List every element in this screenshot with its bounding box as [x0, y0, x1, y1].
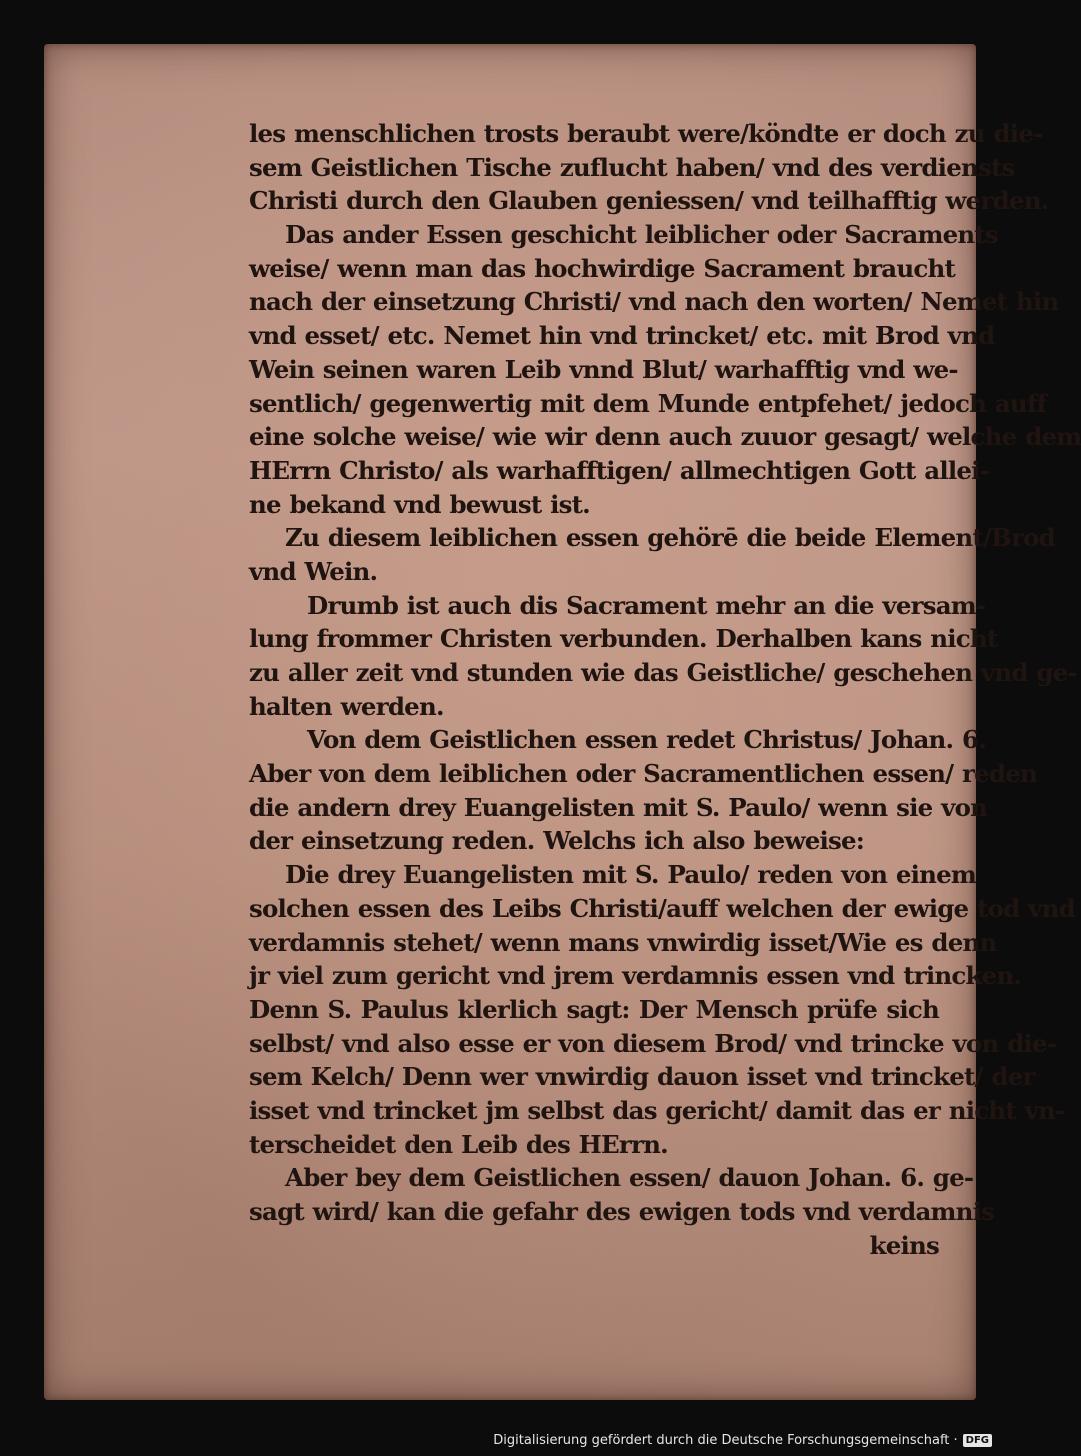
- text-line: vnd Wein.: [249, 556, 378, 586]
- text-line: nach der einsetzung Christi/ vnd nach den worten/ Nemet hin: [249, 287, 1059, 317]
- text-line: sagt wird/ kan die gefahr des ewigen tods vnd verdamnis: [249, 1197, 995, 1226]
- text-line: Drumb ist auch dis Sacrament mehr an die versam-: [307, 590, 986, 620]
- text-line: Das ander Essen geschicht leiblicher oder Sacraments: [285, 220, 998, 250]
- text-line: Aber von dem leiblichen oder Sacramentlichen essen/ reden: [249, 759, 1038, 789]
- text-line: Wein seinen waren Leib vnnd Blut/ warhafftig vnd we-: [249, 354, 958, 384]
- text-line: les menschlichen trosts beraubt were/köndte er doch zu die-: [249, 119, 1043, 148]
- text-line: Die drey Euangelisten mit S. Paulo/ reden von einem: [285, 860, 977, 890]
- dfg-logo: DFG: [963, 1434, 992, 1447]
- text-line: terscheidet den Leib des HErrn.: [249, 1129, 668, 1159]
- body-text: [249, 117, 1081, 1262]
- text-line: Zu diesem leiblichen essen gehörē die beide Element/Brod: [285, 523, 1055, 553]
- text-line: jr viel zum gericht vnd jrem verdamnis essen vnd trincken.: [249, 961, 1022, 991]
- text-line: selbst/ vnd also esse er von diesem Brod/ vnd trincke von die-: [249, 1028, 1057, 1058]
- catchword: keins: [869, 1230, 939, 1260]
- text-line: verdamnis stehet/ wenn mans vnwirdig isset/Wie es denn: [249, 927, 997, 957]
- digitization-footer: [493, 1433, 992, 1448]
- text-line: zu aller zeit vnd stunden wie das Geistliche/ geschehen vnd ge-: [249, 658, 1077, 687]
- text-line: weise/ wenn man das hochwirdige Sacrament braucht: [249, 253, 956, 283]
- text-line: Christi durch den Glauben geniessen/ vnd teilhafftig werden.: [249, 186, 1049, 216]
- text-line: Denn S. Paulus klerlich sagt: Der Mensch prüfe sich: [249, 994, 939, 1024]
- document-page: [44, 44, 1081, 1400]
- text-line: die andern drey Euangelisten mit S. Paulo/ wenn sie von: [249, 792, 988, 822]
- text-line: HErrn Christo/ als warhafftigen/ allmechtigen Gott allei-: [249, 455, 990, 485]
- text-line: ne bekand vnd bewust ist.: [249, 489, 590, 519]
- text-line: Von dem Geistlichen essen redet Christus/ Johan. 6.: [307, 725, 986, 755]
- text-line: isset vnd trincket jm selbst das gericht/ damit das er nicht vn-: [249, 1095, 1065, 1125]
- text-line: Aber bey dem Geistlichen essen/ dauon Johan. 6. ge-: [285, 1163, 974, 1193]
- footer-text: Digitalisierung gefördert durch die Deutsche Forschungsgemeinschaft ·: [493, 1433, 958, 1448]
- text-line: eine solche weise/ wie wir denn auch zuuor gesagt/ welche dem: [249, 422, 1081, 452]
- text-line: halten werden.: [249, 691, 444, 721]
- text-line: der einsetzung reden. Welchs ich also beweise:: [249, 826, 865, 856]
- text-line: vnd esset/ etc. Nemet hin vnd trincket/ etc. mit Brod vnd: [249, 321, 995, 351]
- text-line: sem Geistlichen Tische zuflucht haben/ vnd des verdiensts: [249, 152, 1015, 182]
- text-line: lung frommer Christen verbunden. Derhalben kans nicht: [249, 624, 998, 654]
- text-line: sentlich/ gegenwertig mit dem Munde entpfehet/ jedoch auff: [249, 388, 1047, 418]
- text-line: solchen essen des Leibs Christi/auff welchen der ewige tod vnd: [249, 893, 1075, 923]
- text-line: sem Kelch/ Denn wer vnwirdig dauon isset vnd trincket/ der: [249, 1062, 1035, 1092]
